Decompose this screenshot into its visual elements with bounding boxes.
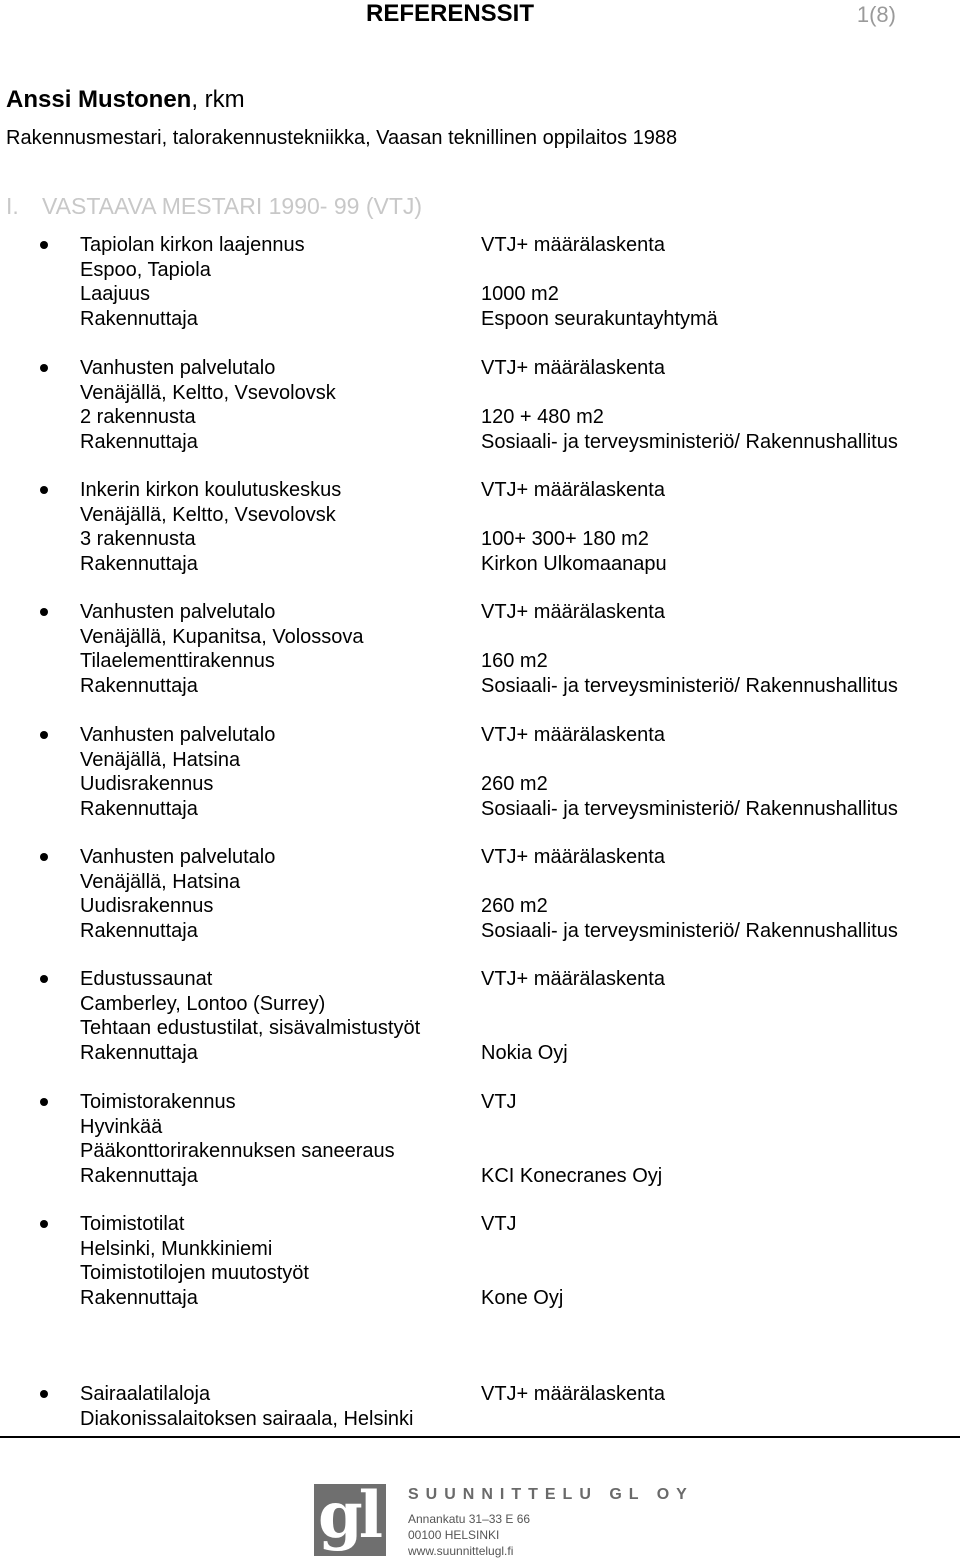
company-footer [314,1478,694,1558]
project-row [0,992,960,1017]
project-row [0,1090,960,1115]
project-detail: Inkerin kirkon koulutuskeskus [80,479,342,501]
project-entry [0,478,960,576]
project-value: Sosiaali- ja terveysministeriö/ Rakennushallitus [481,797,898,820]
project-row [0,1115,960,1140]
project-value: 160 m2 [481,650,548,672]
project-row [0,527,960,552]
project-value: VTJ+ määrälaskenta [481,234,665,256]
bullet-icon [40,364,48,372]
project-detail: Rakennuttaja [80,1164,198,1187]
project-row [0,797,960,822]
company-address: Annankatu 31–33 E 66 [408,1512,531,1526]
project-detail: Rakennuttaja [80,797,198,820]
bullet-icon [40,1390,48,1398]
project-row [0,233,960,258]
project-value: VTJ+ määrälaskenta [481,357,665,379]
project-row [0,307,960,332]
project-detail: Edustussaunat [80,968,213,990]
project-detail: Toimistorakennus [80,1091,236,1113]
project-row [0,552,960,577]
project-detail: Laajuus [80,283,151,305]
project-detail: Uudisrakennus [80,773,214,795]
project-row [0,478,960,503]
project-detail: Venäjällä, Keltto, Vsevolovsk [80,381,336,404]
person-name: Anssi Mustonen [6,86,192,113]
project-row [0,1139,960,1164]
bullet-icon [40,853,48,861]
project-detail: Venäjällä, Hatsina [80,748,241,771]
project-value: Kirkon Ulkomaanapu [481,552,667,575]
project-row [0,748,960,773]
project-detail: Pääkonttorirakennuksen saneeraus [80,1140,395,1162]
project-value: VTJ+ määrälaskenta [481,601,665,623]
project-row [0,1237,960,1262]
project-detail: Tapiolan kirkon laajennus [80,234,305,256]
project-value: VTJ+ määrälaskenta [481,846,665,868]
project-detail: Venäjällä, Kupanitsa, Volossova [80,625,364,648]
company-name: SUUNNITTELU GL OY [408,1486,694,1503]
project-value: Kone Oyj [481,1286,564,1309]
project-entry [0,600,960,698]
project-row [0,258,960,283]
project-detail: Rakennuttaja [80,552,198,575]
project-detail: Tilaelementtirakennus [80,650,275,672]
project-value: KCI Konecranes Oyj [481,1164,663,1187]
project-row [0,1286,960,1311]
bullet-icon [40,975,48,983]
project-value: VTJ+ määrälaskenta [481,968,665,990]
project-detail: 2 rakennusta [80,406,196,428]
project-row [0,649,960,674]
project-row [0,1382,960,1407]
project-detail: Toimistotilojen muutostyöt [80,1262,309,1284]
project-detail: Camberley, Lontoo (Surrey) [80,992,326,1015]
project-detail: Vanhusten palvelutalo [80,601,276,623]
project-row [0,503,960,528]
project-row [0,430,960,455]
project-value: VTJ [481,1213,517,1235]
project-row [0,967,960,992]
project-entry [0,723,960,821]
project-value: 260 m2 [481,895,548,917]
project-detail: Venäjällä, Hatsina [80,870,241,893]
bullet-icon [40,241,48,249]
project-detail: Tehtaan edustustilat, sisävalmistustyöt [80,1017,421,1039]
project-value: VTJ+ määrälaskenta [481,724,665,746]
project-entry [0,1090,960,1188]
project-detail: Sairaalatilaloja [80,1383,211,1405]
project-value: 120 + 480 m2 [481,406,604,428]
project-detail: Rakennuttaja [80,307,198,330]
project-detail: Vanhusten palvelutalo [80,357,276,379]
project-row [0,1164,960,1189]
project-detail: Toimistotilat [80,1213,185,1235]
project-detail: Venäjällä, Keltto, Vsevolovsk [80,503,336,526]
project-row [0,723,960,748]
bullet-icon [40,1098,48,1106]
page-title: REFERENSSIT [365,0,535,27]
bullet-icon [40,486,48,494]
project-detail: Uudisrakennus [80,895,214,917]
project-row [0,894,960,919]
project-entry [0,845,960,943]
bullet-icon [40,731,48,739]
section-number: I. [6,193,19,219]
company-website[interactable]: www.suunnittelugl.fi [408,1544,514,1558]
project-value: VTJ+ määrälaskenta [481,479,665,501]
project-row [0,1212,960,1237]
company-postcode: 00100 HELSINKI [408,1528,500,1542]
project-row [0,674,960,699]
project-detail: Rakennuttaja [80,919,198,942]
project-detail: Vanhusten palvelutalo [80,846,276,868]
project-entry [0,356,960,454]
project-row [0,381,960,406]
project-value: 1000 m2 [481,283,559,305]
project-value: VTJ [481,1091,517,1113]
project-entry [0,967,960,1065]
project-detail: Diakonissalaitoksen sairaala, Helsinki [80,1407,414,1430]
project-row [0,919,960,944]
education-line: Rakennusmestari, talorakennustekniikka, Vaasan teknillinen oppilaitos 1988 [6,127,678,149]
person-title: , rkm [191,86,245,113]
project-row [0,625,960,650]
project-value: Sosiaali- ja terveysministeriö/ Rakennushallitus [481,919,898,942]
project-row [0,1407,960,1432]
project-value: VTJ+ määrälaskenta [481,1383,665,1405]
project-value: 100+ 300+ 180 m2 [481,528,649,550]
section-heading [6,192,422,220]
project-detail: 3 rakennusta [80,528,196,550]
project-value: Sosiaali- ja terveysministeriö/ Rakennushallitus [481,674,898,697]
project-value: Espoon seurakuntayhtymä [481,307,718,330]
project-row [0,405,960,430]
project-entry [0,1382,960,1431]
page-number: 1(8) [856,2,896,27]
project-row [0,870,960,895]
project-detail: Rakennuttaja [80,1041,198,1064]
project-entry [0,233,960,331]
footer-divider [0,1436,960,1438]
project-detail: Hyvinkää [80,1115,163,1138]
project-value: Sosiaali- ja terveysministeriö/ Rakennushallitus [481,430,898,453]
company-logo: gl [314,1484,386,1556]
project-detail: Rakennuttaja [80,674,198,697]
project-row [0,600,960,625]
project-row [0,772,960,797]
project-entry [0,1212,960,1310]
project-value: Nokia Oyj [481,1041,568,1064]
bullet-icon [40,1220,48,1228]
project-detail: Helsinki, Munkkiniemi [80,1237,273,1260]
section-title: VASTAAVA MESTARI 1990- 99 (VTJ) [42,193,423,219]
project-row [0,845,960,870]
project-row [0,356,960,381]
project-row [0,1041,960,1066]
person-heading [6,86,245,114]
project-row [0,282,960,307]
project-detail: Rakennuttaja [80,430,198,453]
project-value: 260 m2 [481,773,548,795]
project-detail: Espoo, Tapiola [80,258,211,281]
bullet-icon [40,608,48,616]
project-detail: Rakennuttaja [80,1286,198,1309]
project-row [0,1016,960,1041]
project-detail: Vanhusten palvelutalo [80,724,276,746]
project-row [0,1261,960,1286]
